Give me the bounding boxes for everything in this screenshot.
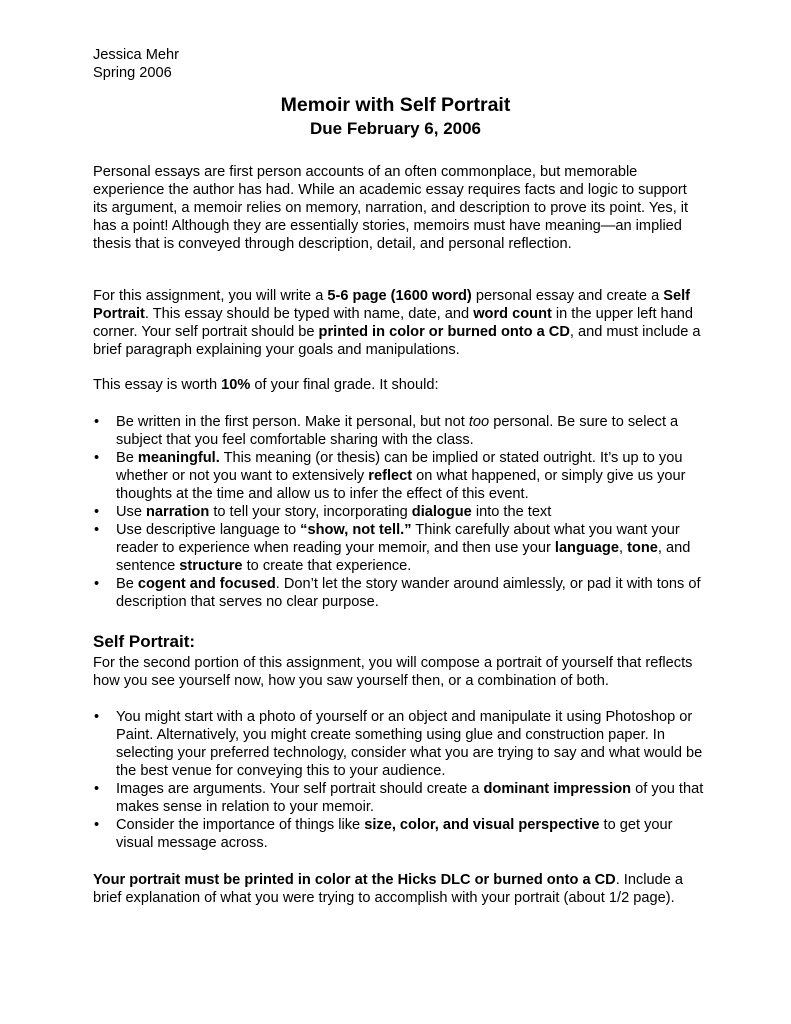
intro-paragraph bbox=[93, 163, 705, 253]
list-item: • Images are arguments. Your self portrait should create a dominant impression of you that makes sense in relation to your memoir. bbox=[94, 781, 704, 815]
closing-text: Your portrait must be printed in color at the Hicks DLC or burned onto a CD. Include a brief explanation of what you were trying to accomplish with your portrait (about 1/2 page). bbox=[93, 872, 684, 906]
list-item: • Consider the importance of things like size, color, and visual perspective to get your visual message across. bbox=[94, 817, 673, 851]
list-item: • Use descriptive language to “show, not tell.” Think carefully about what you want your reader to experience when reading your memoir, and then use your language, tone, and sentence structure to create that experience. bbox=[94, 522, 691, 574]
portrait-intro-paragraph bbox=[93, 654, 705, 690]
section-heading-self-portrait: Self Portrait: bbox=[93, 632, 196, 651]
term: Spring 2006 bbox=[93, 65, 172, 81]
portrait-intro-text: For the second portion of this assignment, you will compose a portrait of yourself that reflects how you see yourself now, how you saw yourself then, or a combination of both. bbox=[93, 655, 693, 689]
author-name: Jessica Mehr bbox=[93, 47, 179, 63]
worth-text: This essay is worth 10% of your final grade. It should: bbox=[93, 377, 439, 393]
list-item: • Be cogent and focused. Don’t let the story wander around aimlessly, or pad it with tons of description that serves no clear purpose. bbox=[94, 576, 701, 610]
bullet-icon: • bbox=[94, 504, 100, 520]
list-item: • Be meaningful. This meaning (or thesis) can be implied or stated outright. It’s up to you whether or not you want to extensively reflect on what happened, or simply give us your thoughts at the time and allow us to infer the effect of this event. bbox=[94, 450, 686, 502]
intro-text: Personal essays are first person accounts of an often commonplace, but memorable experience the author has had. While an academic essay requires facts and logic to support its argument, a memoir relies on memory, narration, and description to prove its point. Yes, it has a point! Although they are essentially stories, memoirs must have meaning—an implied thesis that is conveyed through description, detail, and personal reflection. bbox=[93, 164, 689, 252]
due-date: Due February 6, 2006 bbox=[309, 119, 482, 138]
list-item: • Be written in the first person. Make it personal, but not too personal. Be sure to select a subject that you feel comfortable sharing with the class. bbox=[94, 414, 679, 448]
portrait-suggestions-list bbox=[93, 708, 705, 852]
bullet-icon: • bbox=[94, 576, 100, 592]
bullet-icon: • bbox=[94, 781, 100, 797]
essay-requirements-list bbox=[93, 413, 705, 611]
list-item: • Use narration to tell your story, incorporating dialogue into the text bbox=[94, 504, 552, 520]
assignment-text: For this assignment, you will write a 5-6 page (1600 word) personal essay and create a Self Portrait. This essay should be typed with name, date, and word count in the upper left hand corner. Your self portrait should be printed in color or burned onto a CD, and must include a brief paragraph explaining your goals and manipulations. bbox=[93, 288, 701, 358]
bullet-icon: • bbox=[94, 817, 100, 833]
document-title: Memoir with Self Portrait bbox=[280, 94, 511, 116]
author-block bbox=[93, 46, 179, 82]
bullet-icon: • bbox=[94, 709, 100, 725]
bullet-icon: • bbox=[94, 414, 100, 430]
assignment-paragraph bbox=[93, 287, 705, 359]
bullet-icon: • bbox=[94, 450, 100, 466]
list-item: • You might start with a photo of yourself or an object and manipulate it using Photoshop or Paint. Alternatively, you might create something using glue and construction paper. In selecting your preferred technology, consider what you are trying to say and what would be the best venue for conveying this to your audience. bbox=[94, 709, 703, 779]
worth-paragraph bbox=[93, 376, 705, 394]
bullet-icon: • bbox=[94, 522, 100, 538]
closing-paragraph bbox=[93, 871, 705, 907]
